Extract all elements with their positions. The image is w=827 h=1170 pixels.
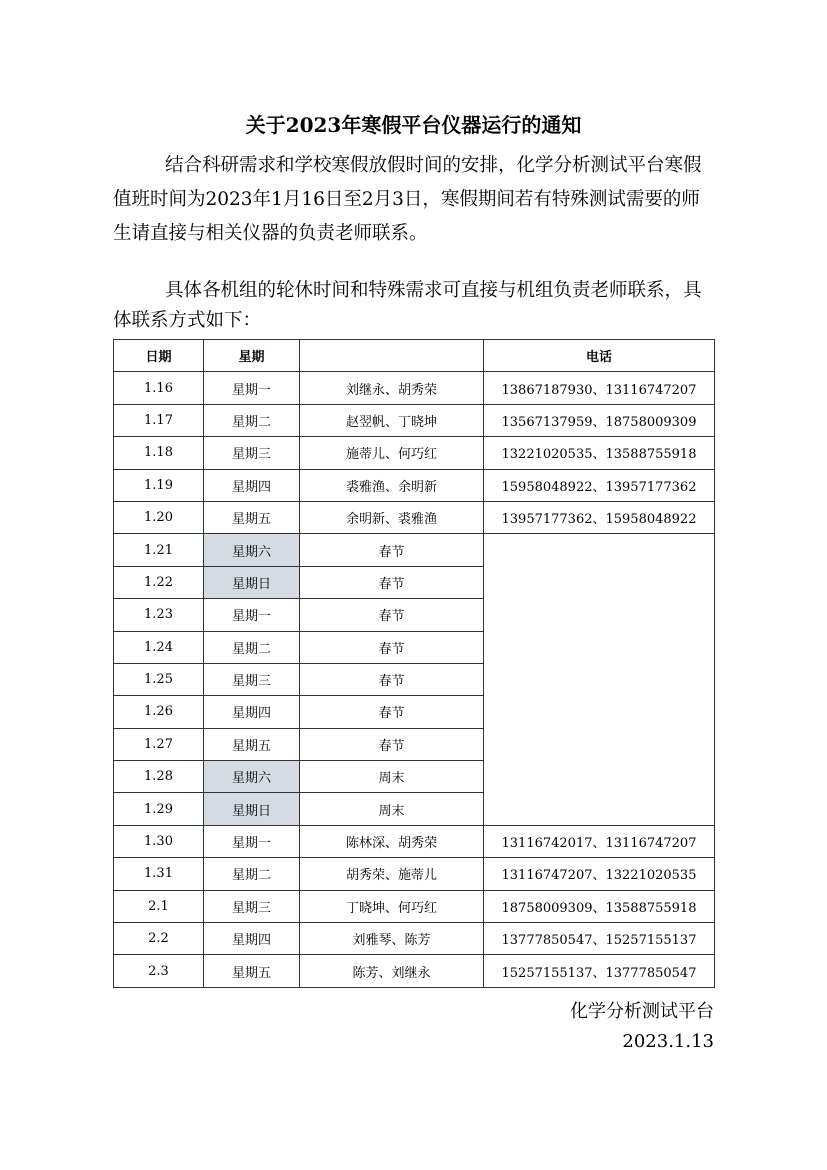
table-row [114, 469, 715, 501]
signature-date: 2023.1.13 [622, 1031, 714, 1052]
table-row [114, 534, 715, 566]
cell-weekday: 星期二 [204, 858, 300, 890]
cell-weekday: 星期四 [204, 696, 300, 728]
cell-date: 2.1 [114, 890, 204, 922]
cell-weekday: 星期四 [204, 469, 300, 501]
cell-name: 周末 [300, 793, 484, 825]
signature-org: 化学分析测试平台 [570, 1001, 714, 1022]
cell-date: 2.2 [114, 923, 204, 955]
cell-weekday: 星期一 [204, 599, 300, 631]
cell-phone: 18758009309、13588755918 [484, 890, 715, 922]
cell-phone: 13957177362、15958048922 [484, 501, 715, 533]
cell-name: 春节 [300, 663, 484, 695]
cell-date: 1.16 [114, 372, 204, 404]
cell-date: 1.28 [114, 761, 204, 793]
cell-date: 1.23 [114, 599, 204, 631]
cell-weekday: 星期六 [204, 761, 300, 793]
cell-weekday: 星期三 [204, 663, 300, 695]
cell-weekday: 星期三 [204, 437, 300, 469]
paragraph-intro: 结合科研需求和学校寒假放假时间的安排，化学分析测试平台寒假值班时间为2023年1月16日至2月3日，寒假期间若有特殊测试需要的师生请直接与相关仪器的负责老师联系。 [113, 155, 702, 244]
cell-name: 周末 [300, 761, 484, 793]
cell-date: 1.26 [114, 696, 204, 728]
cell-phone: 13777850547、15257155137 [484, 923, 715, 955]
header-name [300, 340, 484, 372]
cell-name: 赵翌帆、丁晓坤 [300, 404, 484, 436]
cell-weekday: 星期五 [204, 728, 300, 760]
duty-schedule-table [113, 339, 715, 988]
cell-name: 施蒂儿、何巧红 [300, 437, 484, 469]
table-row [114, 437, 715, 469]
cell-phone-merged [484, 534, 715, 826]
header-phone: 电话 [484, 340, 715, 372]
cell-name: 胡秀荣、施蒂儿 [300, 858, 484, 890]
cell-phone: 13116747207、13221020535 [484, 858, 715, 890]
table-row [114, 890, 715, 922]
cell-phone: 13867187930、13116747207 [484, 372, 715, 404]
header-date: 日期 [114, 340, 204, 372]
cell-name: 春节 [300, 631, 484, 663]
cell-name: 春节 [300, 696, 484, 728]
cell-date: 2.3 [114, 955, 204, 987]
cell-name: 刘继永、胡秀荣 [300, 372, 484, 404]
cell-weekday: 星期五 [204, 501, 300, 533]
cell-name: 春节 [300, 728, 484, 760]
cell-date: 1.18 [114, 437, 204, 469]
cell-weekday: 星期三 [204, 890, 300, 922]
table-row [114, 372, 715, 404]
cell-date: 1.20 [114, 501, 204, 533]
cell-date: 1.31 [114, 858, 204, 890]
table-row [114, 955, 715, 987]
cell-date: 1.25 [114, 663, 204, 695]
cell-weekday: 星期日 [204, 793, 300, 825]
cell-date: 1.29 [114, 793, 204, 825]
cell-weekday: 星期四 [204, 923, 300, 955]
cell-phone: 15958048922、13957177362 [484, 469, 715, 501]
cell-weekday: 星期一 [204, 372, 300, 404]
cell-date: 1.21 [114, 534, 204, 566]
table-row [114, 858, 715, 890]
cell-weekday: 星期六 [204, 534, 300, 566]
cell-weekday: 星期五 [204, 955, 300, 987]
cell-date: 1.19 [114, 469, 204, 501]
table-row [114, 923, 715, 955]
cell-name: 刘雅琴、陈芳 [300, 923, 484, 955]
cell-name: 陈芳、刘继永 [300, 955, 484, 987]
cell-name: 余明新、裘雅渔 [300, 501, 484, 533]
cell-name: 丁晓坤、何巧红 [300, 890, 484, 922]
cell-name: 春节 [300, 534, 484, 566]
table-row [114, 825, 715, 857]
cell-date: 1.27 [114, 728, 204, 760]
header-weekday: 星期 [204, 340, 300, 372]
cell-weekday: 星期二 [204, 631, 300, 663]
paragraph-contact: 具体各机组的轮休时间和特殊需求可直接与机组负责老师联系，具体联系方式如下： [113, 280, 702, 331]
cell-date: 1.17 [114, 404, 204, 436]
cell-weekday: 星期日 [204, 566, 300, 598]
cell-phone: 13116742017、13116747207 [484, 825, 715, 857]
cell-date: 1.22 [114, 566, 204, 598]
cell-phone: 13221020535、13588755918 [484, 437, 715, 469]
cell-weekday: 星期二 [204, 404, 300, 436]
cell-name: 春节 [300, 566, 484, 598]
cell-name: 裘雅渔、余明新 [300, 469, 484, 501]
cell-weekday: 星期一 [204, 825, 300, 857]
cell-name: 春节 [300, 599, 484, 631]
table-row [114, 501, 715, 533]
cell-name: 陈林深、胡秀荣 [300, 825, 484, 857]
cell-phone: 15257155137、13777850547 [484, 955, 715, 987]
cell-date: 1.24 [114, 631, 204, 663]
cell-date: 1.30 [114, 825, 204, 857]
table-header-row [114, 340, 715, 372]
notice-title: 关于2023年寒假平台仪器运行的通知 [245, 113, 582, 137]
cell-phone: 13567137959、18758009309 [484, 404, 715, 436]
table-row [114, 404, 715, 436]
